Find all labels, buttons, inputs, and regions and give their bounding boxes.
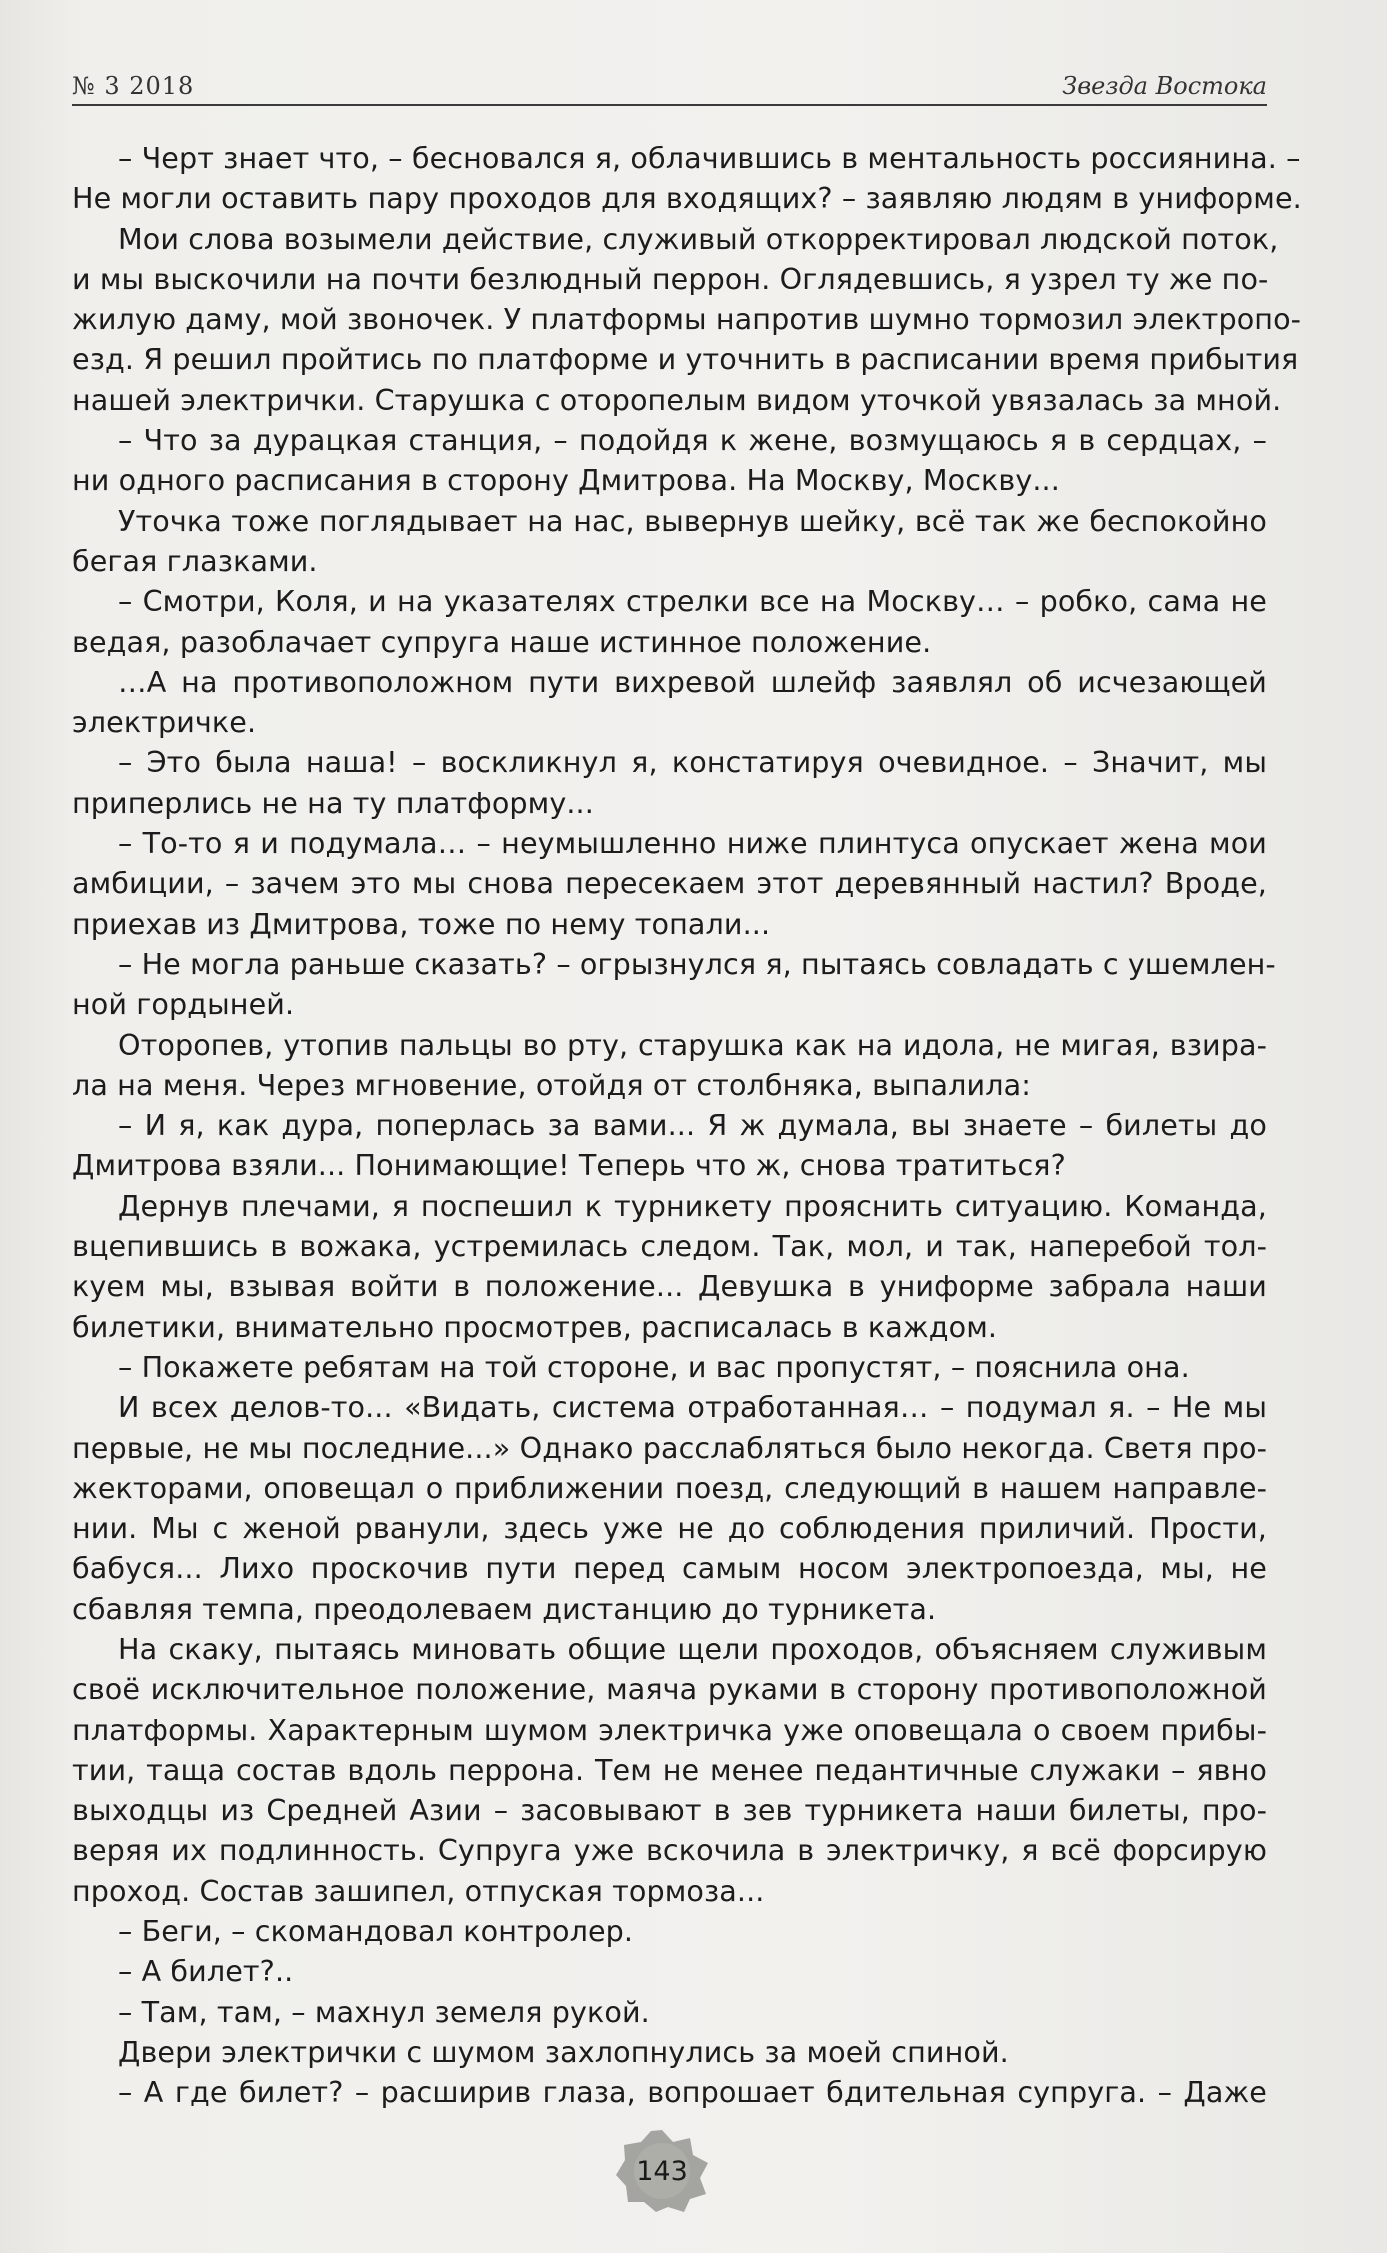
- text-line: – Что за дурацкая станция, – подойдя к жене, возмущаюсь я в сердцах, –: [118, 423, 1267, 458]
- text-line: ла на меня. Через мгновение, отойдя от столбняка, выпалила:: [72, 1067, 1031, 1102]
- journal-title: Звезда Востока: [1062, 72, 1267, 100]
- text-line: билетики, внимательно просмотрев, расписалась в каждом.: [72, 1309, 998, 1344]
- text-line: нашей электрички. Старушка с оторопелым видом уточкой увязалась за мной.: [72, 382, 1282, 417]
- text-line: бабуся... Лихо проскочив пути перед самым носом электропоезда, мы, не: [72, 1551, 1267, 1586]
- text-line: приперлись не на ту платформу...: [72, 785, 594, 820]
- article-body: [72, 138, 1302, 2113]
- text-line: жекторами, оповещал о приближении поезд, следующий в нашем направле-: [72, 1470, 1267, 1505]
- page-number-ornament: [614, 2128, 710, 2214]
- text-line: нии. Мы с женой рванули, здесь уже не до соблюдения приличий. Прости,: [72, 1511, 1267, 1546]
- text-line: – А где билет? – расширив глаза, вопрошает бдительная супруга. – Даже: [118, 2075, 1267, 2110]
- text-line: На скаку, пытаясь миновать общие щели проходов, объясняем служивым: [118, 1631, 1267, 1666]
- text-line: Не могли оставить пару проходов для входящих? – заявляю людям в униформе.: [72, 181, 1302, 216]
- text-line: Двери электрички с шумом захлопнулись за моей спиной.: [118, 2034, 1009, 2069]
- text-line: – И я, как дура, поперлась за вами... Я ж думала, вы знаете – билеты до: [118, 1108, 1267, 1143]
- text-line: и мы выскочили на почти безлюдный перрон. Оглядевшись, я узрел ту же по-: [72, 261, 1269, 296]
- text-line: приехав из Дмитрова, тоже по нему топали...: [72, 906, 771, 941]
- text-line: езд. Я решил пройтись по платформе и уточнить в расписании время прибытия: [72, 342, 1299, 377]
- running-header: [72, 66, 1267, 106]
- text-line: Уточка тоже поглядывает на нас, вывернув шейку, всё так же беспокойно: [118, 503, 1267, 538]
- text-line: – Смотри, Коля, и на указателях стрелки все на Москву… – робко, сама не: [118, 584, 1267, 619]
- text-line: сбавляя темпа, преодолеваем дистанцию до турникета.: [72, 1591, 937, 1626]
- text-line: – Это была наша! – воскликнул я, констатируя очевидное. – Значит, мы: [118, 745, 1267, 780]
- text-line: амбиции, – зачем это мы снова пересекаем этот деревянный настил? Вроде,: [72, 866, 1267, 901]
- text-line: своё исключительное положение, маяча руками в сторону противоположной: [72, 1672, 1267, 1707]
- text-line: вцепившись в вожака, устремилась следом. Так, мол, и так, наперебой тол-: [72, 1229, 1267, 1264]
- text-line: – Покажете ребятам на той стороне, и вас пропустят, – пояснила она.: [118, 1349, 1190, 1384]
- text-line: ведая, разоблачает супруга наше истинное положение.: [72, 624, 932, 659]
- text-line: веряя их подлинность. Супруга уже вскочила в электричку, я всё форсирую: [72, 1833, 1267, 1868]
- page-number: 143: [636, 2155, 688, 2187]
- text-line: – Черт знает что, – бесновался я, облачившись в ментальность россиянина. –: [118, 141, 1301, 175]
- text-line: Мои слова возымели действие, служивый откорректировал людской поток,: [118, 221, 1279, 256]
- text-line: Дернув плечами, я поспешил к турникету прояснить ситуацию. Команда,: [118, 1188, 1267, 1223]
- text-line: выходцы из Средней Азии – засовывают в зев турникета наши билеты, про-: [72, 1793, 1267, 1828]
- text-line: – Не могла раньше сказать? – огрызнулся я, пытаясь совладать с ушемлен-: [118, 946, 1276, 981]
- text-line: …А на противоположном пути вихревой шлейф заявлял об исчезающей: [118, 664, 1267, 699]
- text-line: – Беги, – скомандовал контролер.: [118, 1914, 634, 1949]
- text-line: жилую даму, мой звоночек. У платформы напротив шумно тормозил электропо-: [72, 302, 1302, 337]
- issue-label: № 3 2018: [72, 72, 195, 100]
- text-line: тии, таща состав вдоль перрона. Тем не менее педантичные служаки – явно: [72, 1752, 1267, 1787]
- text-line: – А билет?..: [118, 1954, 294, 1989]
- text-line: проход. Состав зашипел, отпуская тормоза...: [72, 1873, 765, 1908]
- text-line: ни одного расписания в сторону Дмитрова. На Москву, Москву...: [72, 463, 1060, 498]
- text-line: Оторопев, утопив пальцы во рту, старушка как на идола, не мигая, взира-: [118, 1027, 1267, 1062]
- text-line: платформы. Характерным шумом электричка уже оповещала о своем прибы-: [72, 1712, 1267, 1747]
- text-line: электричке.: [72, 705, 257, 740]
- text-line: – То-то я и подумала… – неумышленно ниже плинтуса опускает жена мои: [118, 826, 1267, 861]
- text-line: И всех делов-то... «Видать, система отработанная… – подумал я. – Не мы: [118, 1390, 1267, 1425]
- text-line: Дмитрова взяли... Понимающие! Теперь что ж, снова тратиться?: [72, 1148, 1066, 1183]
- text-line: – Там, там, – махнул земеля рукой.: [118, 1994, 650, 2029]
- text-line: куем мы, взывая войти в положение... Девушка в униформе забрала наши: [72, 1269, 1267, 1304]
- text-line: первые, не мы последние...» Однако расслабляться было некогда. Светя про-: [72, 1430, 1267, 1465]
- text-line: бегая глазками.: [72, 543, 318, 578]
- text-line: ной гордыней.: [72, 987, 295, 1022]
